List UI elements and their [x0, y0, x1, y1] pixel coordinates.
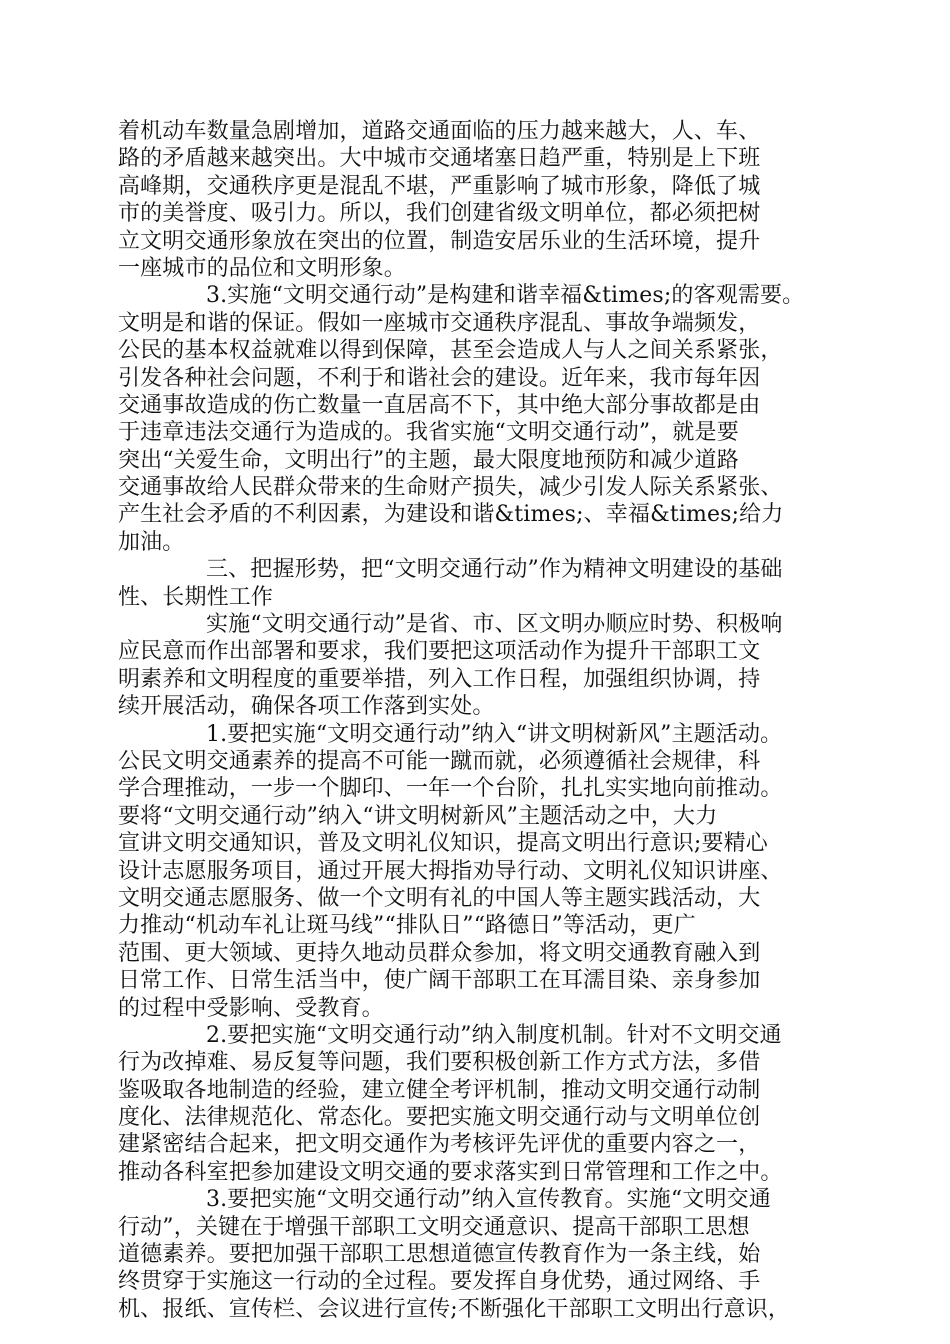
text-line: 设计志愿服务项目，通过开展大拇指劝导行动、文明礼仪知识讲座、	[118, 858, 783, 884]
text-line: 交通事故给人民群众带来的生命财产损失，减少引发人际关系紧张、	[118, 475, 783, 501]
text-line: 公民的基本权益就难以得到保障，甚至会造成人与人之间关系紧张，	[118, 338, 783, 364]
text-line: 应民意而作出部署和要求，我们要把这项活动作为提升干部职工文	[118, 639, 761, 665]
text-line: 推动各科室把参加建设文明交通的要求落实到日常管理和工作之中。	[118, 1159, 783, 1185]
text-line: 市的美誉度、吸引力。所以，我们创建省级文明单位，都必须把树	[118, 201, 761, 227]
text-line: 3.实施“文明交通行动”是构建和谐幸福&times;的客观需要。	[206, 283, 805, 309]
text-line: 三、把握形势，把“文明交通行动”作为精神文明建设的基础	[206, 557, 783, 583]
text-line: 性、长期性工作	[118, 584, 274, 610]
text-line: 行为改掉难、易反复等问题，我们要积极创新工作方式方法，多借	[118, 1050, 761, 1076]
text-line: 于违章违法交通行为造成的。我省实施“文明交通行动”，就是要	[118, 420, 739, 446]
document-page	[118, 118, 834, 1323]
text-line: 高峰期，交通秩序更是混乱不堪，严重影响了城市形象，降低了城	[118, 173, 761, 199]
text-line: 交通事故造成的伤亡数量一直居高不下，其中绝大部分事故都是由	[118, 392, 761, 418]
text-line: 要将“文明交通行动”纳入“讲文明树新风”主题活动之中，大力	[118, 803, 718, 829]
text-line: 1.要把实施“文明交通行动”纳入“讲文明树新风”主题活动。	[206, 721, 783, 747]
text-line: 突出“关爱生命，文明出行”的主题，最大限度地预防和减少道路	[118, 447, 739, 473]
text-line: 路的矛盾越来越突出。大中城市交通堵塞日趋严重，特别是上下班	[118, 146, 761, 172]
text-line: 文明是和谐的保证。假如一座城市交通秩序混乱、事故争端频发，	[118, 310, 761, 336]
text-line: 立文明交通形象放在突出的位置，制造安居乐业的生活环境，提升	[118, 228, 761, 254]
text-line: 明素养和文明程度的重要举措，列入工作日程，加强组织协调，持	[118, 666, 761, 692]
text-line: 的过程中受影响、受教育。	[118, 995, 384, 1021]
text-line: 公民文明交通素养的提高不可能一蹴而就，必须遵循社会规律，科	[118, 748, 761, 774]
text-line: 产生社会矛盾的不利因素，为建设和谐&times;、幸福&times;给力	[118, 502, 784, 528]
text-line: 力推动“机动车礼让斑马线”“排队日”“路德日”等活动，更广	[118, 913, 696, 939]
text-line: 机、报纸、宣传栏、会议进行宣传;不断强化干部职工文明出行意识，	[118, 1296, 791, 1322]
text-line: 学合理推动，一步一个脚印、一年一个台阶，扎扎实实地向前推动。	[118, 776, 783, 802]
text-line: 度化、法律规范化、常态化。要把实施文明交通行动与文明单位创	[118, 1105, 761, 1131]
text-line: 加油。	[118, 529, 185, 555]
text-line: 建紧密结合起来，把文明交通作为考核评先评优的重要内容之一，	[118, 1132, 761, 1158]
text-line: 2.要把实施“文明交通行动”纳入制度机制。针对不文明交通	[206, 1022, 782, 1048]
text-line: 鉴吸取各地制造的经验，建立健全考评机制，推动文明交通行动制	[118, 1077, 761, 1103]
text-line: 宣讲文明交通知识，普及文明礼仪知识，提高文明出行意识;要精心	[118, 831, 768, 857]
text-line: 范围、更大领域、更持久地动员群众参加，将文明交通教育融入到	[118, 940, 761, 966]
text-line: 着机动车数量急剧增加，道路交通面临的压力越来越大，人、车、	[118, 119, 761, 144]
text-line: 3.要把实施“文明交通行动”纳入宣传教育。实施“文明交通	[206, 1187, 771, 1213]
text-line: 引发各种社会问题，不利于和谐社会的建设。近年来，我市每年因	[118, 365, 761, 391]
text-line: 实施“文明交通行动”是省、市、区文明办顺应时势、积极响	[206, 612, 783, 638]
text-line: 一座城市的品位和文明形象。	[118, 255, 406, 281]
text-line: 终贯穿于实施这一行动的全过程。要发挥自身优势，通过网络、手	[118, 1269, 761, 1295]
text-line: 文明交通志愿服务、做一个文明有礼的中国人等主题实践活动，大	[118, 885, 761, 911]
text-line: 道德素养。要把加强干部职工思想道德宣传教育作为一条主线，始	[118, 1242, 761, 1268]
text-line: 续开展活动，确保各项工作落到实处。	[118, 694, 495, 720]
text-line: 日常工作、日常生活当中，使广阔干部职工在耳濡目染、亲身参加	[118, 968, 761, 994]
text-line: 行动”，关键在于增强干部职工文明交通意识、提高干部职工思想	[118, 1214, 750, 1240]
